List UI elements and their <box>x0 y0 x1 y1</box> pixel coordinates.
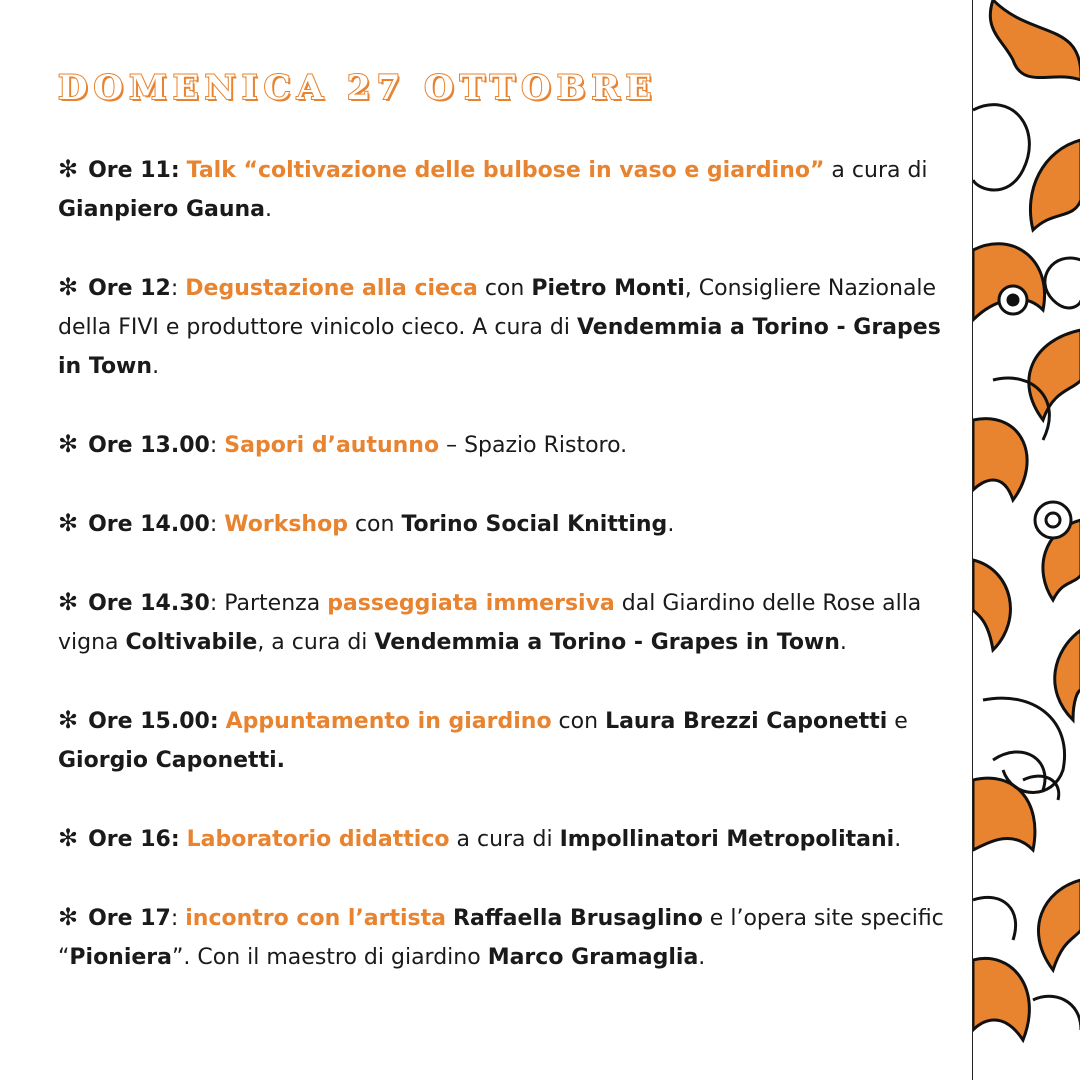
event-bold-text: Impollinatori Metropolitani <box>559 827 895 852</box>
event-bold-text: Ore 16: <box>88 827 180 852</box>
event-text: . <box>152 354 160 379</box>
asterisk-bullet-icon: ✻ <box>58 588 79 616</box>
event-bold-text: Vendemmia a Torino - Grapes in Town <box>374 630 840 655</box>
event-item <box>58 898 953 977</box>
asterisk-bullet-icon: ✻ <box>58 509 79 537</box>
event-bold-text: Ore 15.00: <box>88 709 219 734</box>
event-text: a cura di <box>824 158 928 183</box>
event-item <box>58 268 953 386</box>
event-bold-text: Gianpiero Gauna <box>58 197 266 222</box>
event-text: – Spazio Ristoro. <box>439 433 628 458</box>
event-highlight: Talk “coltivazione delle bulbose in vaso e giardino” <box>186 158 825 183</box>
event-text: . <box>667 512 675 537</box>
event-text: . <box>265 197 273 222</box>
event-item <box>58 701 953 780</box>
event-bold-text: Pietro Monti <box>531 276 685 301</box>
asterisk-bullet-icon: ✻ <box>58 706 79 734</box>
event-highlight: Appuntamento in giardino <box>225 709 552 734</box>
asterisk-bullet-icon: ✻ <box>58 430 79 458</box>
event-bold-text: Ore 14.00 <box>88 512 210 537</box>
event-text: : <box>209 512 225 537</box>
event-item <box>58 819 953 859</box>
event-bold-text: Laura Brezzi Caponetti <box>605 709 888 734</box>
event-bold-text: Marco Gramaglia <box>487 945 699 970</box>
event-bold-text: Ore 17 <box>88 906 171 931</box>
event-bold-text: Raffaella Brusaglino <box>453 906 703 931</box>
event-bold-text: Giorgio Caponetti. <box>58 748 285 773</box>
asterisk-bullet-icon: ✻ <box>58 824 79 852</box>
event-text: : <box>209 433 225 458</box>
event-text: e <box>887 709 908 734</box>
event-bold-text: Ore 14.30 <box>88 591 210 616</box>
event-text: . <box>894 827 902 852</box>
page-title: DOMENICA 27 OTTOBRE <box>58 68 658 108</box>
event-bold-text: Pioniera <box>69 945 173 970</box>
event-text: : Partenza <box>209 591 328 616</box>
event-bold-text: Ore 11: <box>88 158 180 183</box>
event-text: ”. Con il maestro di giardino <box>172 945 488 970</box>
asterisk-bullet-icon: ✻ <box>58 155 79 183</box>
event-text: , Consigliere Nazionale della FIVI e produttore vinicolo cieco. A cura di <box>58 276 937 340</box>
event-highlight: Workshop <box>224 512 348 537</box>
ornamental-floral-border-icon <box>973 0 1080 1080</box>
event-text: con <box>477 276 532 301</box>
event-item <box>58 150 953 229</box>
event-list <box>58 150 953 977</box>
event-bold-text: Ore 13.00 <box>88 433 210 458</box>
event-highlight: Sapori d’autunno <box>224 433 440 458</box>
event-item <box>58 583 953 662</box>
event-text: dal Giardino delle Rose alla vigna <box>58 591 922 655</box>
event-text <box>180 827 187 852</box>
asterisk-bullet-icon: ✻ <box>58 903 79 931</box>
event-text: : <box>170 906 186 931</box>
event-text: , a cura di <box>257 630 375 655</box>
event-text: : <box>170 276 186 301</box>
event-text: e l’opera site specific “ <box>58 906 944 970</box>
event-highlight: passeggiata immersiva <box>327 591 615 616</box>
program-content <box>58 66 953 1016</box>
event-bold-text: Torino Social Knitting <box>401 512 668 537</box>
event-text <box>446 906 453 931</box>
event-text: con <box>347 512 402 537</box>
event-text: . <box>698 945 706 970</box>
asterisk-bullet-icon: ✻ <box>58 273 79 301</box>
event-text <box>180 158 187 183</box>
event-item <box>58 504 953 544</box>
event-text: con <box>551 709 606 734</box>
event-text: . <box>839 630 847 655</box>
ornamental-border <box>972 0 1080 1080</box>
event-bold-text: Vendemmia a Torino - Grapes in Town <box>58 315 941 379</box>
event-bold-text: Ore 12 <box>88 276 171 301</box>
event-text: a cura di <box>449 827 560 852</box>
event-highlight: Laboratorio didattico <box>186 827 450 852</box>
event-text <box>219 709 226 734</box>
event-item <box>58 425 953 465</box>
event-highlight: incontro con l’artista <box>185 906 447 931</box>
event-bold-text: Coltivabile <box>125 630 258 655</box>
event-highlight: Degustazione alla cieca <box>185 276 478 301</box>
